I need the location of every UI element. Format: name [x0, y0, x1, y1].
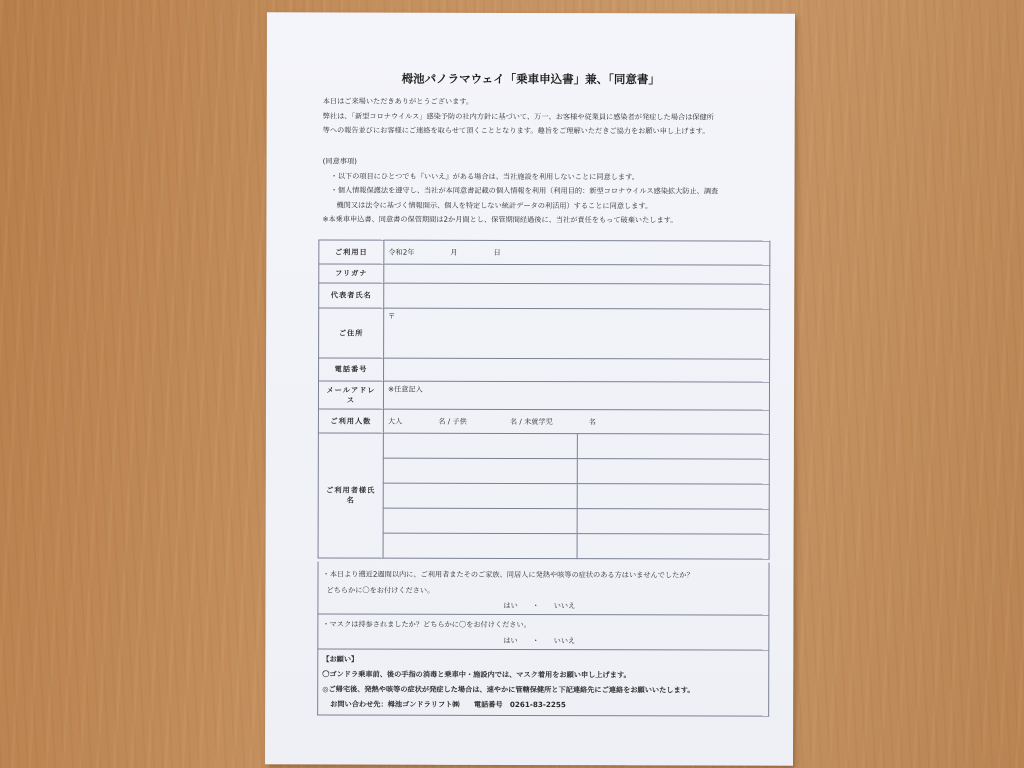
- consent-section: [322, 154, 772, 228]
- application-table: [318, 239, 771, 559]
- row-email: [318, 381, 769, 410]
- user-name-row: [318, 458, 769, 484]
- date-field[interactable]: 令和2年 月 日: [384, 240, 770, 265]
- user-name-row: [318, 433, 769, 459]
- phone-label: 電話番号: [319, 358, 384, 381]
- user-name-cell[interactable]: [577, 509, 769, 535]
- symptom-question-instruction: どちらかに〇をお付けください。: [326, 585, 435, 595]
- symptom-question-text: ・本日より遡近2週間以内に、ご利用者またそのご家族、同居人に発熱や咳等の症状のある方はいませんでしたか？: [322, 569, 694, 580]
- symptom-yes-no-choice[interactable]: はい ・ いいえ: [503, 600, 576, 611]
- user-names-label: ご利用者様氏名: [318, 433, 383, 558]
- representative-name-field[interactable]: [384, 283, 770, 309]
- furigana-field[interactable]: [384, 264, 770, 284]
- row-phone: [319, 358, 770, 382]
- phone-field[interactable]: [384, 358, 770, 382]
- notice-heading: 【お願い】: [322, 654, 359, 664]
- user-name-cell[interactable]: [577, 534, 769, 560]
- count-field[interactable]: 大人 名 / 子供 名 / 未就学児 名: [383, 409, 769, 434]
- email-label: メールアドレス: [318, 381, 383, 409]
- postal-mark: 〒: [388, 311, 396, 321]
- email-field[interactable]: [383, 381, 769, 410]
- consent-line: 機関又は法令に基づく情報開示、個人を特定しない統計データの利活用）することに同意します。: [336, 199, 653, 210]
- row-count: [318, 409, 769, 434]
- consent-heading: (同意事項): [322, 156, 357, 166]
- user-name-row: [318, 483, 769, 509]
- row-address: [319, 308, 770, 359]
- form-title: 栂池パノラマウェイ「乗車申込書」兼、「同意書」: [401, 71, 660, 87]
- notice-box: [317, 649, 769, 716]
- user-name-row: [318, 533, 769, 559]
- intro-line: 本日はご来場いただきありがとうございます。: [322, 96, 474, 106]
- consent-line: ※本乗車申込書、同意書の保管期間は2か月間とし、保管期間経過後に、当社が責任をもって破棄いたします。: [322, 214, 678, 225]
- user-name-cell[interactable]: [383, 508, 577, 534]
- notice-line: 〇ゴンドラ乗車前、後の手指の消毒と乗車中・施設内では、マスク着用をお願い申し上げます。: [322, 669, 631, 680]
- user-name-cell[interactable]: [577, 434, 769, 460]
- date-label: ご利用日: [319, 240, 384, 264]
- row-date: [319, 240, 770, 265]
- count-label: ご利用人数: [318, 409, 383, 433]
- address-field[interactable]: [384, 308, 770, 359]
- furigana-label: フリガナ: [319, 264, 384, 283]
- user-name-cell[interactable]: [577, 484, 769, 510]
- user-name-cell[interactable]: [577, 459, 769, 485]
- user-name-cell[interactable]: [383, 433, 577, 459]
- email-note: ※任意記入: [387, 384, 423, 394]
- intro-line: 等への報告並びにお客様にご連絡を取らせて頂くこととなります。趣旨をご理解いただきご協力をお願い申し上げます。: [322, 125, 710, 136]
- mask-question-text: ・マスクは持参されましたか？どちらかに〇をお付けください。: [322, 619, 531, 630]
- representative-name-label: 代表者氏名: [319, 283, 384, 308]
- address-label: ご住所: [319, 308, 384, 358]
- intro-line: 弊社は、「新型コロナウイルス」感染予防の社内方針に基づいて、万一、お客様や従業員に感染者が発症した場合は保健所: [322, 110, 714, 121]
- symptom-question-box: [317, 561, 769, 615]
- mask-yes-no-choice[interactable]: はい ・ いいえ: [503, 635, 576, 646]
- user-name-cell[interactable]: [383, 483, 577, 509]
- contact-line: お問い合わせ先：栂池ゴンドラリフト㈱ 電話番号 0261-83-2255: [330, 699, 566, 710]
- mask-question-box: [317, 614, 769, 650]
- consent-line: ・以下の項目にひとつでも『いいえ』がある場合は、当社施設を利用しないことに同意します。: [330, 170, 639, 181]
- intro-paragraph: [323, 94, 763, 139]
- row-name: [319, 283, 770, 309]
- row-furigana: [319, 264, 770, 284]
- notice-line: ◎ご帰宅後、発熱や咳等の症状が発症した場合は、速やかに管轄保健所と下記連絡先にご連絡をお願いいたします。: [322, 684, 695, 695]
- user-name-row: [318, 508, 769, 534]
- application-form-paper: [265, 12, 795, 765]
- consent-line: ・個人情報保護法を遵守し、当社が本同意書記載の個人情報を利用（利用目的：新型コロナウイルス感染拡大防止、調査: [330, 185, 719, 196]
- user-name-cell[interactable]: [383, 533, 577, 559]
- user-name-cell[interactable]: [383, 458, 577, 484]
